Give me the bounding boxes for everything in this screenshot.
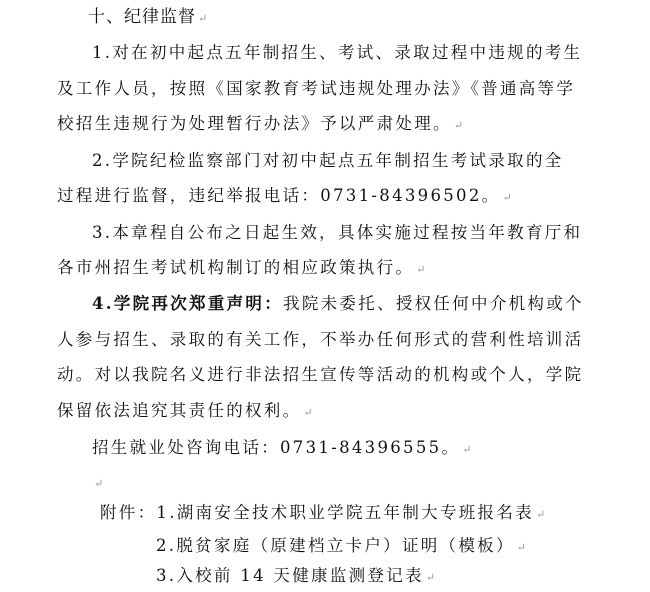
section-heading-text: 十、纪律监督	[88, 7, 196, 27]
paragraph-mark-icon: ↵	[462, 443, 472, 456]
paragraph-mark-icon: ↵	[453, 119, 464, 132]
paragraph-mark-icon: ↵	[502, 191, 512, 204]
consult-phone-line	[92, 437, 471, 461]
paragraph-mark-icon: ↵	[303, 406, 313, 419]
item-1-line-2	[57, 78, 575, 100]
attachments-label: 附件：	[100, 503, 157, 522]
paragraph-mark-icon: ↵	[94, 477, 104, 490]
item-4-text-2: 人参与招生、录取的有关工作，不举办任何形式的营利性培训活	[57, 330, 584, 349]
attachment-line-1	[100, 502, 545, 526]
paragraph-mark-icon: ↵	[416, 263, 426, 276]
item-3-text-2: 各市州招生考试机构制订的相应政策执行。	[57, 258, 415, 277]
item-4-line-3	[57, 364, 583, 386]
item-1-text-2: 及工作人员，按照《国家教育考试违规处理办法》《普通高等学	[57, 79, 576, 98]
item-4-bold-lead: 4.学院再次郑重声明：	[92, 294, 284, 313]
item-1-text-3: 校招生违规行为处理暂行办法》予以严肃处理。	[57, 114, 452, 133]
paragraph-mark-icon: ↵	[198, 12, 208, 25]
item-2-text-1: 2.学院纪检监察部门对初中起点五年制招生考试录取的全	[92, 151, 564, 170]
attachment-line-2	[156, 535, 526, 559]
item-4-text-3: 动。对以我院名义进行非法招生宣传等活动的机构或个人，学院	[57, 365, 584, 384]
item-2-line-2	[57, 185, 512, 209]
item-1-line-3	[57, 113, 463, 137]
item-3-text-1: 3.本章程自公布之日起生效，具体实施过程按当年教育厅和	[92, 223, 583, 242]
item-4-text-1: 我院未委托、授权任何中介机构或个	[283, 294, 584, 313]
attachment-item-3: 3.入校前 14 天健康监测登记表	[156, 566, 424, 585]
item-2-line-1	[92, 150, 564, 172]
paragraph-mark-icon: ↵	[516, 541, 526, 554]
item-4-text-4: 保留依法追究其责任的权利。	[57, 401, 302, 420]
consult-phone-text: 招生就业处咨询电话：0731-84396555。	[92, 438, 461, 457]
item-1-line-1	[92, 42, 582, 64]
empty-paragraph	[92, 471, 103, 495]
attachment-line-3	[156, 565, 435, 589]
item-1-text-1: 1.对在初中起点五年制招生、考试、录取过程中违规的考生	[92, 43, 583, 62]
paragraph-mark-icon: ↵	[425, 571, 436, 584]
item-3-line-2	[57, 257, 425, 281]
item-4-line-4	[57, 400, 313, 424]
paragraph-mark-icon: ↵	[535, 508, 546, 521]
item-3-line-1	[92, 222, 582, 244]
item-4-line-2	[57, 329, 583, 351]
item-4-line-1	[92, 293, 584, 315]
item-2-text-2: 过程进行监督，违纪举报电话：0731-84396502。	[57, 186, 501, 205]
attachment-item-2: 2.脱贫家庭（原建档立卡户）证明（模板）	[156, 536, 515, 555]
section-heading	[88, 6, 207, 30]
attachment-item-1: 1.湖南安全技术职业学院五年制大专班报名表	[156, 503, 534, 522]
